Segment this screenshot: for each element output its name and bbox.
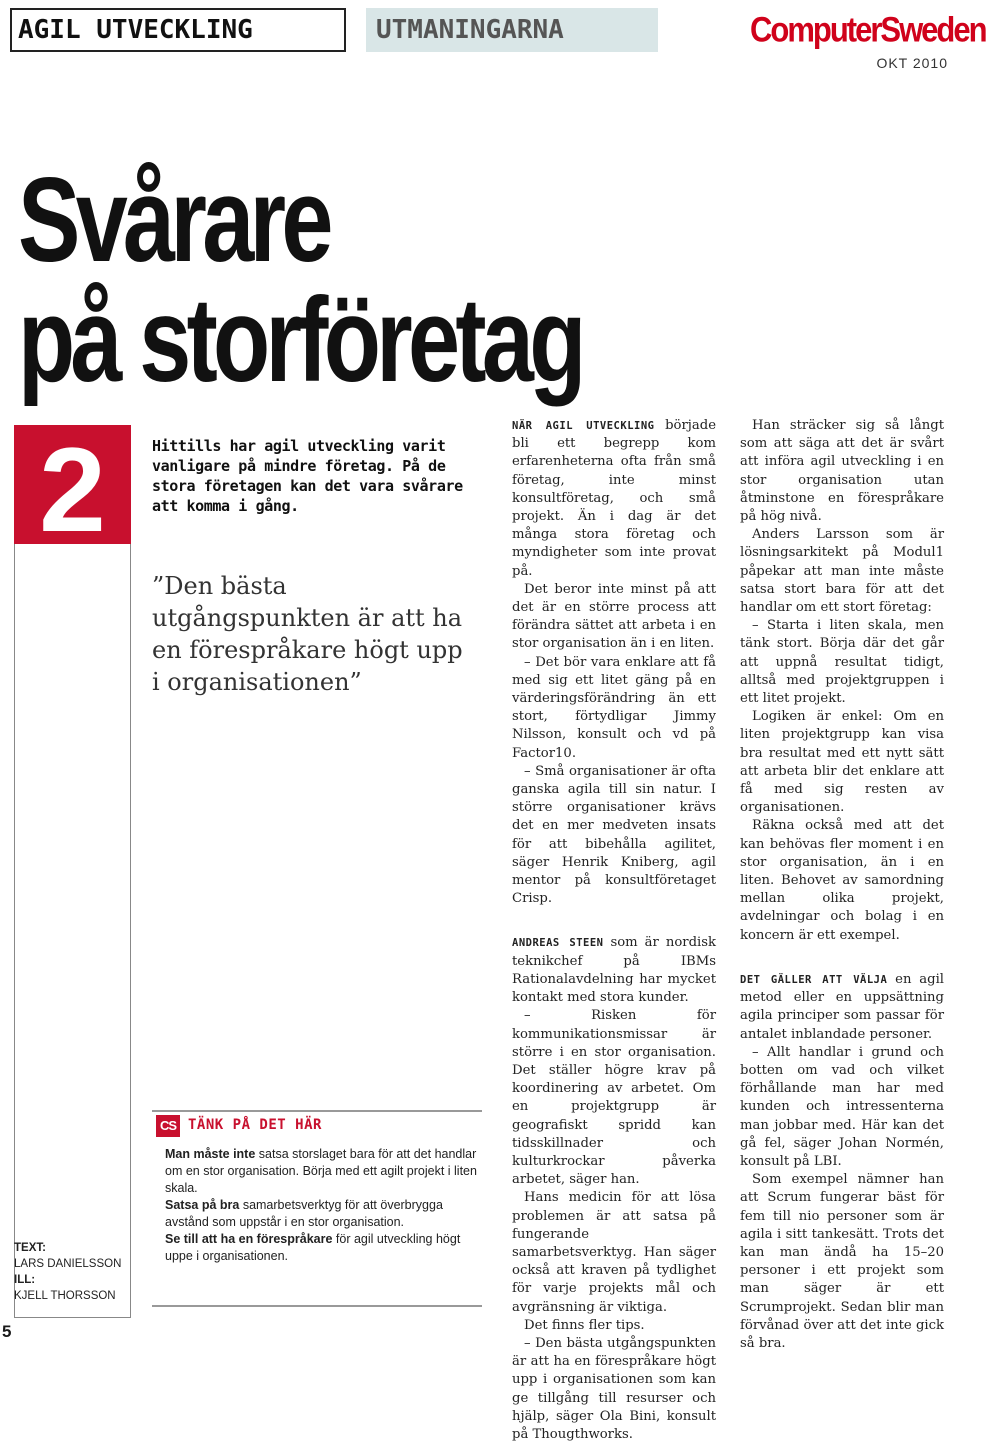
text-author: LARS DANIELSSON	[14, 1258, 122, 1270]
paragraph: Logiken är enkel: Om en liten projektgrupp kan visa bra resultat med ett nytt sätt att arbeta blir det enklare att få med sig resten av organisationen.	[740, 709, 944, 816]
sidebar-frame	[14, 425, 131, 1318]
paragraph: – Den bästa utgångspunkten är att ha en förespråkare högt upp i organisationen som kan ge tillgång till resurser och hjälp, säger Ola Bini, konsult på Thougthworks.	[512, 1335, 716, 1442]
paragraph: DET GÄLLER ATT VÄLJA en agil metod eller en uppsättning agila principer som passar för antalet inblandade personer.	[740, 971, 945, 1042]
fact-item: Satsa på bra samarbetsverktyg för att överbrygga avstånd som uppstår i en stor organisation.	[165, 1198, 443, 1229]
section-label: AGIL UTVECKLING	[10, 8, 346, 52]
paragraph: – Det bör vara enklare att få med sig ett litet gäng på en värderingsförändring än ett stort, förtydligar Jimmy Nilsson, konsult och vd på Factor10.	[512, 654, 716, 761]
headline-line-1: Svårare	[18, 153, 329, 287]
text-label: TEXT:	[14, 1242, 46, 1254]
paragraph: – Risken för kommunikationsmissar är större i en stor organisation. Det ställer högre krav på koordinering av arbetet. Om en projektgrupp är geografiskt spridd kan tidsskillnader och kulturkrockar påverka arbetet, säger han.	[512, 1008, 716, 1188]
fact-item: Se till att ha en förespråkare för agil utveckling högt uppe i organisationen.	[165, 1232, 461, 1263]
part-number: 2	[39, 423, 106, 557]
paragraph: Hans medicin för att lösa problemen är att satsa på fungerande samarbetsverktyg. Han säger också att kraven på tydlighet för varje projekts mål och avgränsning är viktiga.	[512, 1190, 716, 1315]
headline-line-2: på storföretag	[18, 273, 582, 407]
paragraph: Anders Larsson som är lösningsarkitekt på Modul1 påpekar att man inte måste satsa stort bara för att det handlar om ett stort företag:	[740, 527, 944, 616]
pull-quote: ”Den bästa utgångspunkten är att ha en förespråkare högt upp i organisationen”	[152, 572, 463, 696]
paragraph: Det finns fler tips.	[524, 1317, 645, 1333]
paragraph: – Små organisationer är ofta ganska agila till sin natur. I större organisationer krävs det en mer medveten insats för att bibehålla agilitet, säger Henrik Kniberg, agil mentor på konsultföretaget Crisp.	[512, 763, 716, 907]
issue-date: OKT 2010	[876, 55, 948, 71]
paragraph: – Starta i liten skala, men tänk stort. Börja där det går att uppnå resultat tidigt, alltså med projektgruppen i ett litet projekt.	[740, 618, 944, 707]
series-label: UTMANINGARNA	[366, 8, 658, 52]
body-column-2	[740, 417, 944, 1353]
page-number: 5	[2, 1322, 12, 1341]
ingress: Hittills har agil utveckling varit vanligare på mindre företag. På de stora företagen kan det vara svårare att komma i gång.	[152, 437, 463, 515]
ill-author: KJELL THORSSON	[14, 1290, 116, 1302]
credits	[14, 1240, 121, 1304]
ill-label: ILL:	[14, 1274, 36, 1286]
paragraph: Som exempel nämner han att Scrum fungerar bäst för fem till nio personer som är agila i sitt tankesätt. Trots det kan man ändå ha 15–20 personer i ett projekt som man säger är ett Scrumprojekt. Sedan blir man förvånad över att det inte gick så bra.	[740, 1172, 944, 1351]
body-column-1	[512, 417, 716, 1444]
fact-box-body	[165, 1146, 477, 1265]
brand-logo: ComputerSweden	[750, 9, 986, 50]
paragraph: Det beror inte minst på att det är en större process att förändra sättet att arbeta i en stor organisation än i en liten.	[512, 581, 716, 652]
fact-box-title: TÄNK PÅ DET HÄR	[188, 1117, 322, 1133]
paragraph: Han sträcker sig så långt som att säga att det är svårt att införa agil utveckling i en stor organisation utan åtminstone en förespråkare på hög nivå.	[740, 418, 944, 525]
fact-item: Man måste inte satsa storslaget bara för att det handlar om en stor organisation. Börja med ett agilt projekt i liten skala.	[165, 1147, 477, 1195]
paragraph: – Allt handlar i grund och botten om vad och vilket förhållande man har med kunden och intressenterna man jobbar med. Här kan det gå fel, säger Johan Normén, konsult på LBI.	[740, 1044, 944, 1169]
cs-logo: CS	[156, 1115, 180, 1137]
paragraph: NÄR AGIL UTVECKLING började bli ett begrepp kom erfarenheterna ofta från små företag, inte minst konsultföretag, och små projekt. Än i dag är det många stora företag och myndigheter som inte provat på.	[512, 418, 716, 579]
headline	[18, 153, 736, 407]
paragraph: Räkna också med att det kan behövas fler moment i en stor organisation, än i en liten. Behovet av samordning mellan olika projekt, avdelningar och bolag i en koncern är ett exempel.	[740, 818, 944, 943]
paragraph: ANDREAS STEEN som är nordisk teknikchef på IBMs Rationalavdelning har mycket kontakt med stora kunder.	[512, 935, 716, 1006]
